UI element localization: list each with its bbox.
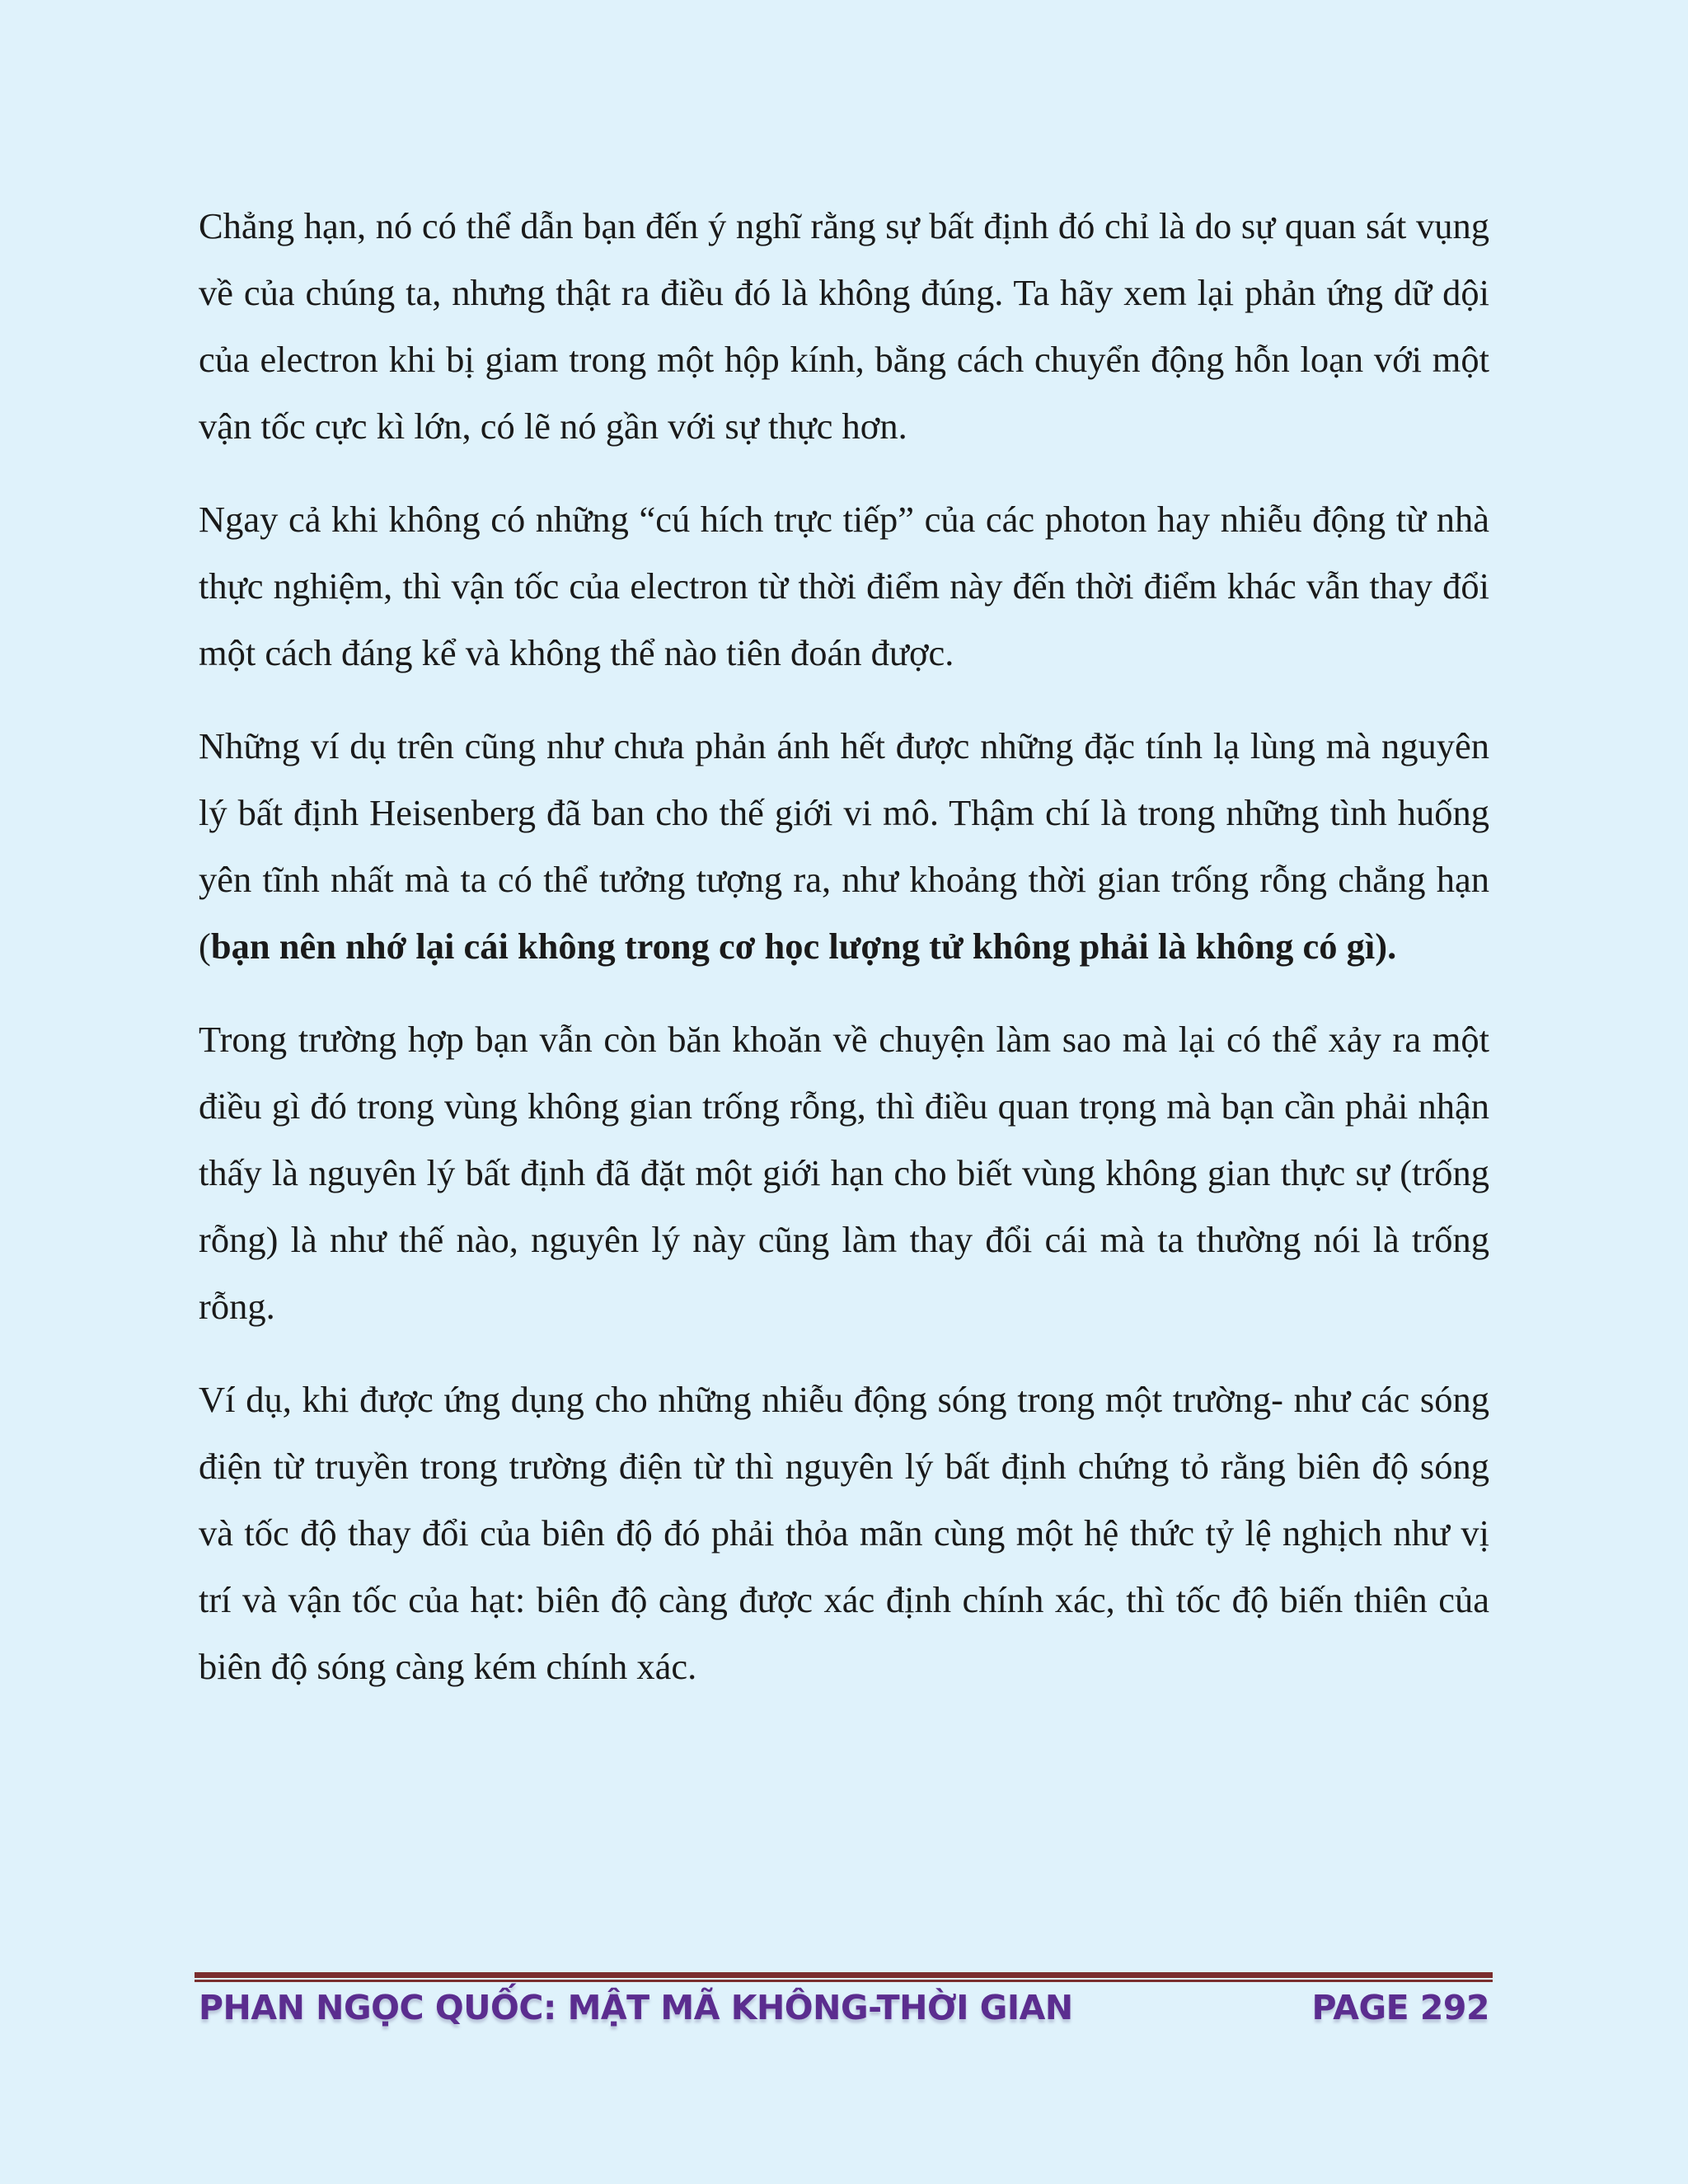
page-number: PAGE 292 — [1311, 1988, 1489, 2027]
paragraph-2: Ngay cả khi không có những “cú hích trực tiếp” của các photon hay nhiễu động từ nhà thực nghiệm, thì vận tốc của electron từ thời điểm này đến thời điểm khác vẫn thay đổi một cách đáng kể và không thể nào tiên đoán được. — [199, 499, 1489, 673]
paragraph-5: Ví dụ, khi được ứng dụng cho những nhiễu động sóng trong một trường- như các sóng điện từ truyền trong trường điện từ thì nguyên lý bất định chứng tỏ rằng biên độ sóng và tốc độ thay đổi của biên độ đó phải thỏa mãn cùng một hệ thức tỷ lệ nghịch như vị trí và vận tốc của hạt: biên độ càng được xác định chính xác, thì tốc độ biến thiên của biên độ sóng càng kém chính xác. — [199, 1379, 1489, 1687]
footer-title: PHAN NGỌC QUỐC: MẬT MÃ KHÔNG-THỜI GIAN — [199, 1988, 1073, 2027]
page-footer — [199, 1988, 1489, 2027]
page-body — [199, 193, 1489, 1727]
footer-divider — [195, 1972, 1493, 1982]
paragraph-3-text: Những ví dụ trên cũng như chưa phản ánh hết được những đặc tính lạ lùng mà nguyên lý bất định Heisenberg đã ban cho thế giới vi mô. Thậm chí là trong những tình huống yên tĩnh nhất mà ta có thể tưởng tượng ra, như khoảng thời gian trống rỗng chẳng hạn ( — [199, 725, 1489, 967]
paragraph-3-bold-text: bạn nên nhớ lại cái không trong cơ học lượng tử không phải là không có gì). — [210, 926, 1397, 967]
paragraph-4: Trong trường hợp bạn vẫn còn băn khoăn về chuyện làm sao mà lại có thể xảy ra một điều gì đó trong vùng không gian trống rỗng, thì điều quan trọng mà bạn cần phải nhận thấy là nguyên lý bất định đã đặt một giới hạn cho biết vùng không gian thực sự (trống rỗng) là như thế nào, nguyên lý này cũng làm thay đổi cái mà ta thường nói là trống rỗng. — [199, 1019, 1489, 1327]
paragraph-3 — [199, 713, 1489, 980]
paragraph-1: Chẳng hạn, nó có thể dẫn bạn đến ý nghĩ rằng sự bất định đó chỉ là do sự quan sát vụng về của chúng ta, nhưng thật ra điều đó là không đúng. Ta hãy xem lại phản ứng dữ dội của electron khi bị giam trong một hộp kính, bằng cách chuyển động hỗn loạn với một vận tốc cực kì lớn, có lẽ nó gần với sự thực hơn. — [199, 205, 1489, 447]
